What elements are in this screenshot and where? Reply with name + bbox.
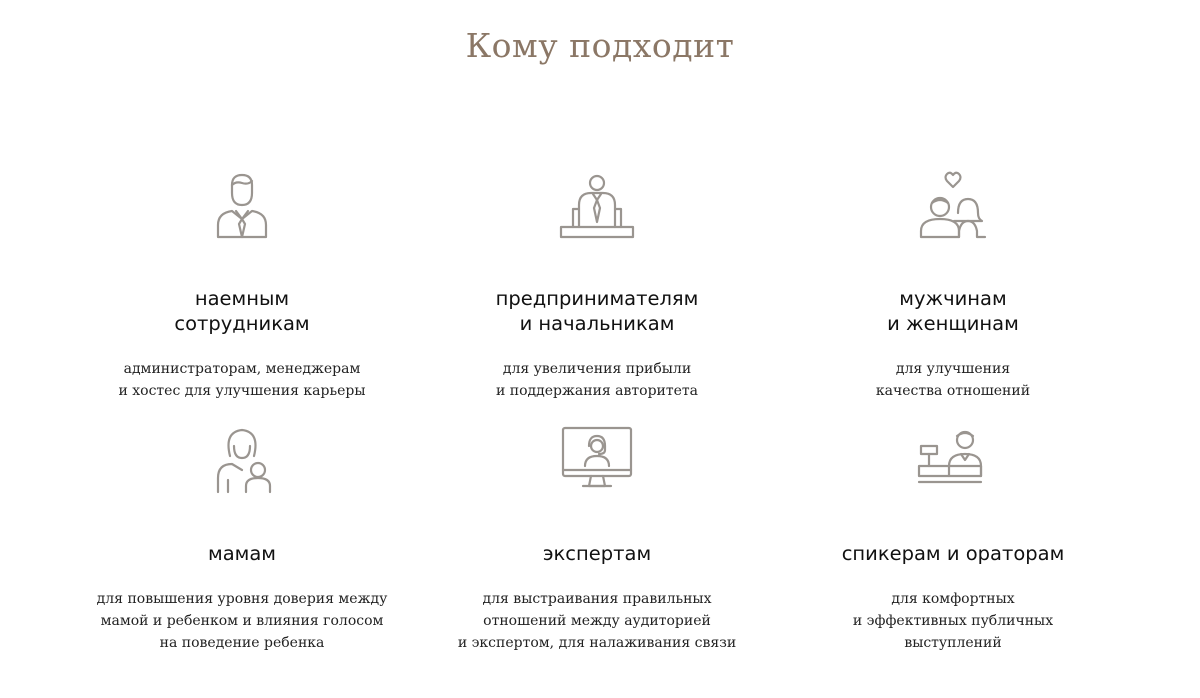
monitor-headset-icon: [557, 420, 637, 500]
boss-at-desk-icon: [557, 165, 637, 245]
card-heading: предпринимателям и начальникам: [495, 287, 699, 335]
card-description: для повышения уровня доверия между мамой и ребенком и влияния голосом на поведение ребенка: [96, 591, 388, 651]
card-description: для увеличения прибыли и поддержания авторитета: [495, 361, 698, 399]
page-title: Кому подходит: [465, 26, 735, 65]
employee-icon: [202, 165, 282, 245]
card-heading: мамам: [207, 542, 277, 565]
card-heading: спикерам и ораторам: [841, 542, 1065, 565]
card-description: для комфортных и эффективных публичных выступлений: [852, 591, 1054, 651]
card-description: администраторам, менеджерам и хостес для улучшения карьеры: [118, 361, 366, 399]
card-description: для выстраивания правильных отношений между аудиторией и экспертом, для налаживания связи: [457, 591, 737, 651]
mother-child-icon: [202, 420, 282, 500]
card-heading: мужчинам и женщинам: [887, 287, 1019, 335]
card-heading: наемным сотрудникам: [174, 287, 310, 335]
speaker-podium-icon: [913, 420, 993, 500]
couple-heart-icon: [913, 165, 993, 245]
card-description: для улучшения качества отношений: [875, 361, 1031, 399]
card-heading: экспертам: [542, 542, 652, 565]
